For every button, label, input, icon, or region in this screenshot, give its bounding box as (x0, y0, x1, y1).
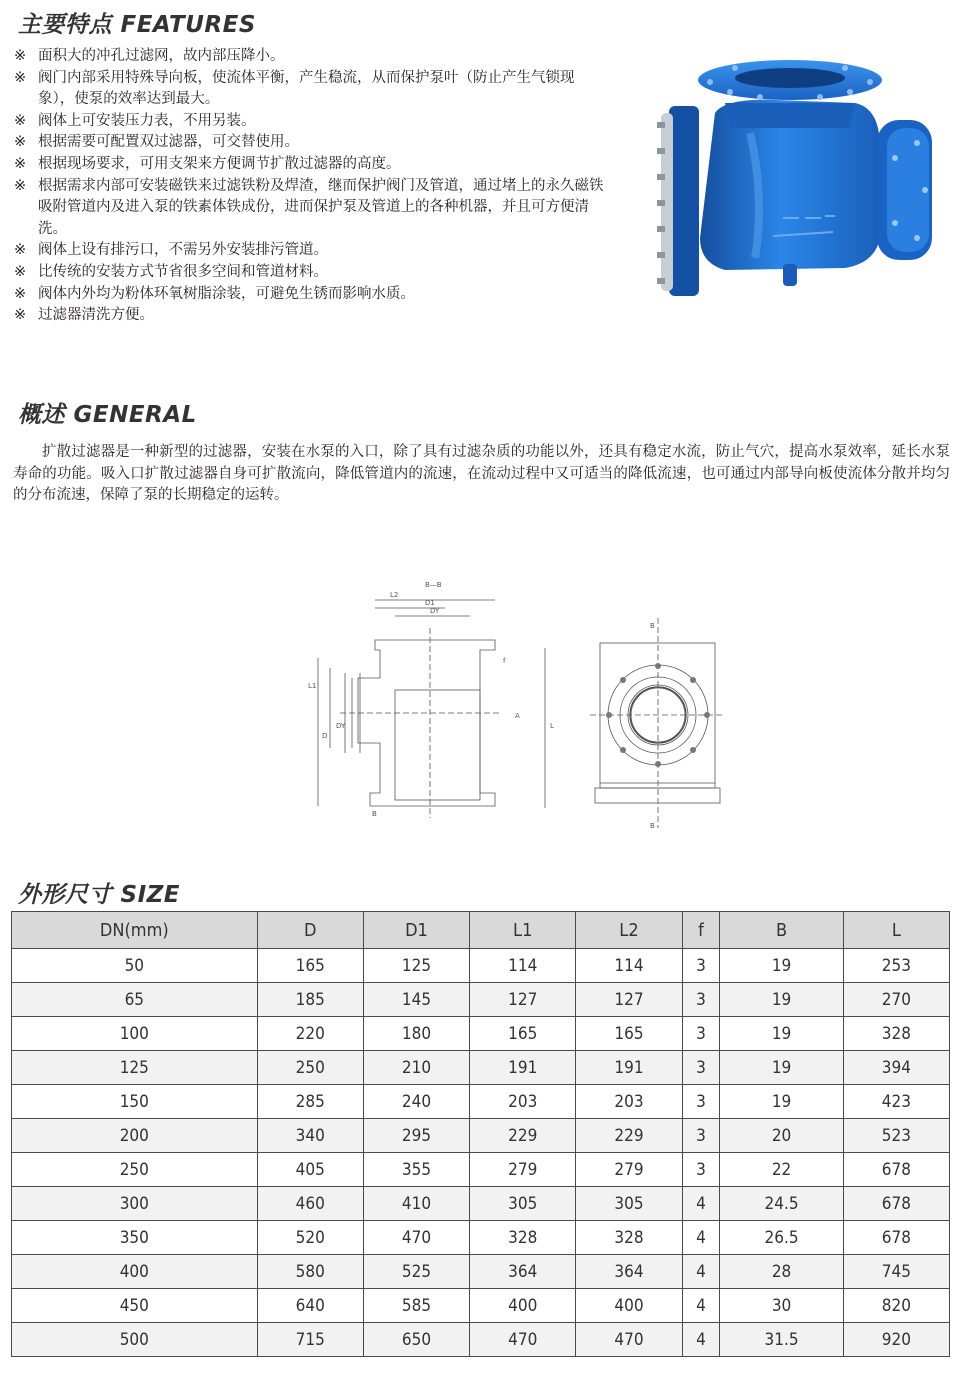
table-cell: 340 (257, 1119, 363, 1153)
table-cell: 240 (363, 1085, 469, 1119)
table-cell: 328 (470, 1221, 576, 1255)
drawing-label-l2: L2 (390, 591, 399, 599)
table-cell: 30 (720, 1289, 843, 1323)
drawing-label-b-bottom: B (372, 810, 377, 818)
table-cell: 410 (363, 1187, 469, 1221)
reference-mark-icon: ※ (14, 155, 27, 172)
reference-mark-icon: ※ (14, 307, 27, 324)
feature-text: 根据需求内部可安装磁铁来过滤铁粉及焊渣，继而保护阀门及管道，通过堵上的永久磁铁吸附管道内及进入泵的铁素体铁成份，进而保护泵及管道上的各种机器，并且可方便清洗。 (38, 177, 604, 237)
table-cell: 127 (576, 983, 682, 1017)
table-row (12, 1221, 950, 1255)
table-cell: 180 (363, 1017, 469, 1051)
table-cell: 31.5 (720, 1323, 843, 1357)
drawing-label-l: L (550, 722, 554, 730)
reference-mark-icon: ※ (14, 112, 27, 129)
drawing-label-l1: L1 (308, 682, 317, 690)
table-row (12, 1119, 950, 1153)
feature-text: 根据现场要求，可用支架来方便调节扩散过滤器的高度。 (38, 155, 401, 172)
table-cell: 19 (720, 1051, 843, 1085)
table-cell: 364 (470, 1255, 576, 1289)
table-row (12, 983, 950, 1017)
col-header-f: f (682, 912, 720, 949)
table-cell: 191 (470, 1051, 576, 1085)
table-cell: 165 (576, 1017, 682, 1051)
table-cell: 279 (470, 1153, 576, 1187)
features-list (14, 46, 604, 327)
size-title: 外形尺寸 SIZE (18, 882, 181, 908)
table-cell: 328 (843, 1017, 949, 1051)
table-cell: 400 (12, 1255, 258, 1289)
feature-text: 阀体上可安装压力表，不用另装。 (38, 112, 256, 129)
table-cell: 165 (257, 949, 363, 983)
table-cell: 405 (257, 1153, 363, 1187)
table-cell: 3 (682, 983, 720, 1017)
feature-item (14, 132, 604, 154)
table-cell: 820 (843, 1289, 949, 1323)
table-row (12, 1085, 950, 1119)
col-header-b: B (720, 912, 843, 949)
feature-text: 比传统的安装方式节省很多空间和管道材料。 (38, 263, 328, 280)
reference-mark-icon: ※ (14, 263, 27, 280)
table-cell: 26.5 (720, 1221, 843, 1255)
table-cell: 19 (720, 1017, 843, 1051)
table-cell: 523 (843, 1119, 949, 1153)
table-cell: 203 (576, 1085, 682, 1119)
table-cell: 185 (257, 983, 363, 1017)
table-cell: 125 (12, 1051, 258, 1085)
table-cell: 285 (257, 1085, 363, 1119)
table-cell: 220 (257, 1017, 363, 1051)
feature-text: 阀体内外均为粉体环氧树脂涂装，可避免生锈而影响水质。 (38, 285, 415, 302)
table-cell: 4 (682, 1323, 720, 1357)
table-cell: 678 (843, 1221, 949, 1255)
table-cell: 350 (12, 1221, 258, 1255)
table-cell: 400 (576, 1289, 682, 1323)
product-photo (655, 58, 940, 303)
table-cell: 920 (843, 1323, 949, 1357)
feature-item (14, 68, 604, 111)
reference-mark-icon: ※ (14, 285, 27, 302)
table-cell: 364 (576, 1255, 682, 1289)
feature-item (14, 111, 604, 133)
feature-item (14, 262, 604, 284)
table-cell: 328 (576, 1221, 682, 1255)
drawing-label-d1: D1 (425, 599, 435, 607)
table-cell: 305 (576, 1187, 682, 1221)
feature-item (14, 305, 604, 327)
drawing-label-dy-side: DY (336, 722, 346, 730)
feature-text: 根据需要可配置双过滤器，可交替使用。 (38, 134, 299, 151)
table-cell: 460 (257, 1187, 363, 1221)
feature-text: 过滤器清洗方便。 (38, 307, 154, 324)
table-cell: 423 (843, 1085, 949, 1119)
table-cell: 470 (363, 1221, 469, 1255)
table-cell: 4 (682, 1187, 720, 1221)
table-cell: 715 (257, 1323, 363, 1357)
technical-drawing (300, 578, 730, 840)
drawing-label-f: f (503, 657, 506, 665)
table-cell: 65 (12, 983, 258, 1017)
table-cell: 150 (12, 1085, 258, 1119)
table-cell: 580 (257, 1255, 363, 1289)
feature-text: 阀体上设有排污口，不需另外安装排污管道。 (38, 242, 328, 259)
table-cell: 3 (682, 1119, 720, 1153)
feature-item (14, 284, 604, 306)
table-cell: 678 (843, 1187, 949, 1221)
table-row (12, 1153, 950, 1187)
table-row (12, 1255, 950, 1289)
table-row (12, 949, 950, 983)
table-cell: 3 (682, 949, 720, 983)
table-cell: 3 (682, 1051, 720, 1085)
table-cell: 279 (576, 1153, 682, 1187)
table-cell: 24.5 (720, 1187, 843, 1221)
drawing-label-b-top: B (650, 622, 655, 630)
table-cell: 450 (12, 1289, 258, 1323)
table-cell: 355 (363, 1153, 469, 1187)
col-header-l1: L1 (470, 912, 576, 949)
col-header-d1: D1 (363, 912, 469, 949)
table-cell: 520 (257, 1221, 363, 1255)
table-cell: 20 (720, 1119, 843, 1153)
general-title: 概述 GENERAL (18, 402, 197, 428)
table-cell: 585 (363, 1289, 469, 1323)
table-cell: 3 (682, 1085, 720, 1119)
table-cell: 127 (470, 983, 576, 1017)
table-cell: 4 (682, 1255, 720, 1289)
drawing-label-a: A (515, 712, 520, 720)
table-cell: 145 (363, 983, 469, 1017)
table-row (12, 1323, 950, 1357)
table-cell: 295 (363, 1119, 469, 1153)
table-cell: 229 (576, 1119, 682, 1153)
col-header-d: D (257, 912, 363, 949)
reference-mark-icon: ※ (14, 48, 27, 64)
reference-mark-icon: ※ (14, 134, 27, 151)
table-cell: 28 (720, 1255, 843, 1289)
reference-mark-icon: ※ (14, 69, 27, 86)
table-cell: 3 (682, 1153, 720, 1187)
table-cell: 125 (363, 949, 469, 983)
table-cell: 250 (257, 1051, 363, 1085)
table-row (12, 1051, 950, 1085)
feature-item (14, 46, 604, 68)
table-cell: 305 (470, 1187, 576, 1221)
table-cell: 114 (470, 949, 576, 983)
table-cell: 19 (720, 949, 843, 983)
table-cell: 50 (12, 949, 258, 983)
table-cell: 22 (720, 1153, 843, 1187)
table-cell: 203 (470, 1085, 576, 1119)
size-table (11, 911, 950, 1357)
table-cell: 470 (576, 1323, 682, 1357)
table-cell: 19 (720, 983, 843, 1017)
table-cell: 400 (470, 1289, 576, 1323)
table-cell: 200 (12, 1119, 258, 1153)
table-cell: 678 (843, 1153, 949, 1187)
general-paragraph: 扩散过滤器是一种新型的过滤器，安装在水泵的入口，除了具有过滤杂质的功能以外，还具有稳定水流，防止气穴，提高水泵效率，延长水泵寿命的功能。吸入口扩散过滤器自身可扩散流向，降低管道内的流速，在流动过程中又可适当的降低流速，也可通过内部导向板使流体分散并均匀的分布流速，保障了泵的长期稳定的运转。 (13, 444, 950, 503)
table-cell: 470 (470, 1323, 576, 1357)
table-cell: 525 (363, 1255, 469, 1289)
table-cell: 114 (576, 949, 682, 983)
table-cell: 165 (470, 1017, 576, 1051)
feature-item (14, 176, 604, 241)
table-cell: 250 (12, 1153, 258, 1187)
table-cell: 253 (843, 949, 949, 983)
table-cell: 210 (363, 1051, 469, 1085)
table-cell: 745 (843, 1255, 949, 1289)
col-header-dn: DN(mm) (12, 912, 258, 949)
reference-mark-icon: ※ (14, 177, 27, 194)
table-cell: 4 (682, 1221, 720, 1255)
table-cell: 650 (363, 1323, 469, 1357)
table-cell: 100 (12, 1017, 258, 1051)
table-cell: 300 (12, 1187, 258, 1221)
drawing-label-dy-top: DY (430, 607, 440, 615)
table-cell: 191 (576, 1051, 682, 1085)
table-row (12, 1017, 950, 1051)
table-row (12, 1187, 950, 1221)
feature-text: 面积大的冲孔过滤网，故内部压降小。 (38, 48, 285, 64)
reference-mark-icon: ※ (14, 242, 27, 259)
table-cell: 3 (682, 1017, 720, 1051)
feature-item (14, 240, 604, 262)
feature-text: 阀门内部采用特殊导向板，使流体平衡，产生稳流，从而保护泵叶（防止产生气锁现象），使泵的效率达到最大。 (38, 69, 575, 108)
features-title: 主要特点 FEATURES (18, 12, 256, 38)
col-header-l2: L2 (576, 912, 682, 949)
table-cell: 19 (720, 1085, 843, 1119)
table-cell: 394 (843, 1051, 949, 1085)
table-cell: 640 (257, 1289, 363, 1323)
table-cell: 500 (12, 1323, 258, 1357)
table-row (12, 1289, 950, 1323)
drawing-label-section: B—B (425, 581, 442, 589)
drawing-label-d: D (322, 732, 328, 740)
size-table-header-row (12, 912, 950, 949)
drawing-label-b-right: B (650, 822, 655, 830)
table-cell: 270 (843, 983, 949, 1017)
table-cell: 4 (682, 1289, 720, 1323)
feature-item (14, 154, 604, 176)
col-header-l: L (843, 912, 949, 949)
table-cell: 229 (470, 1119, 576, 1153)
